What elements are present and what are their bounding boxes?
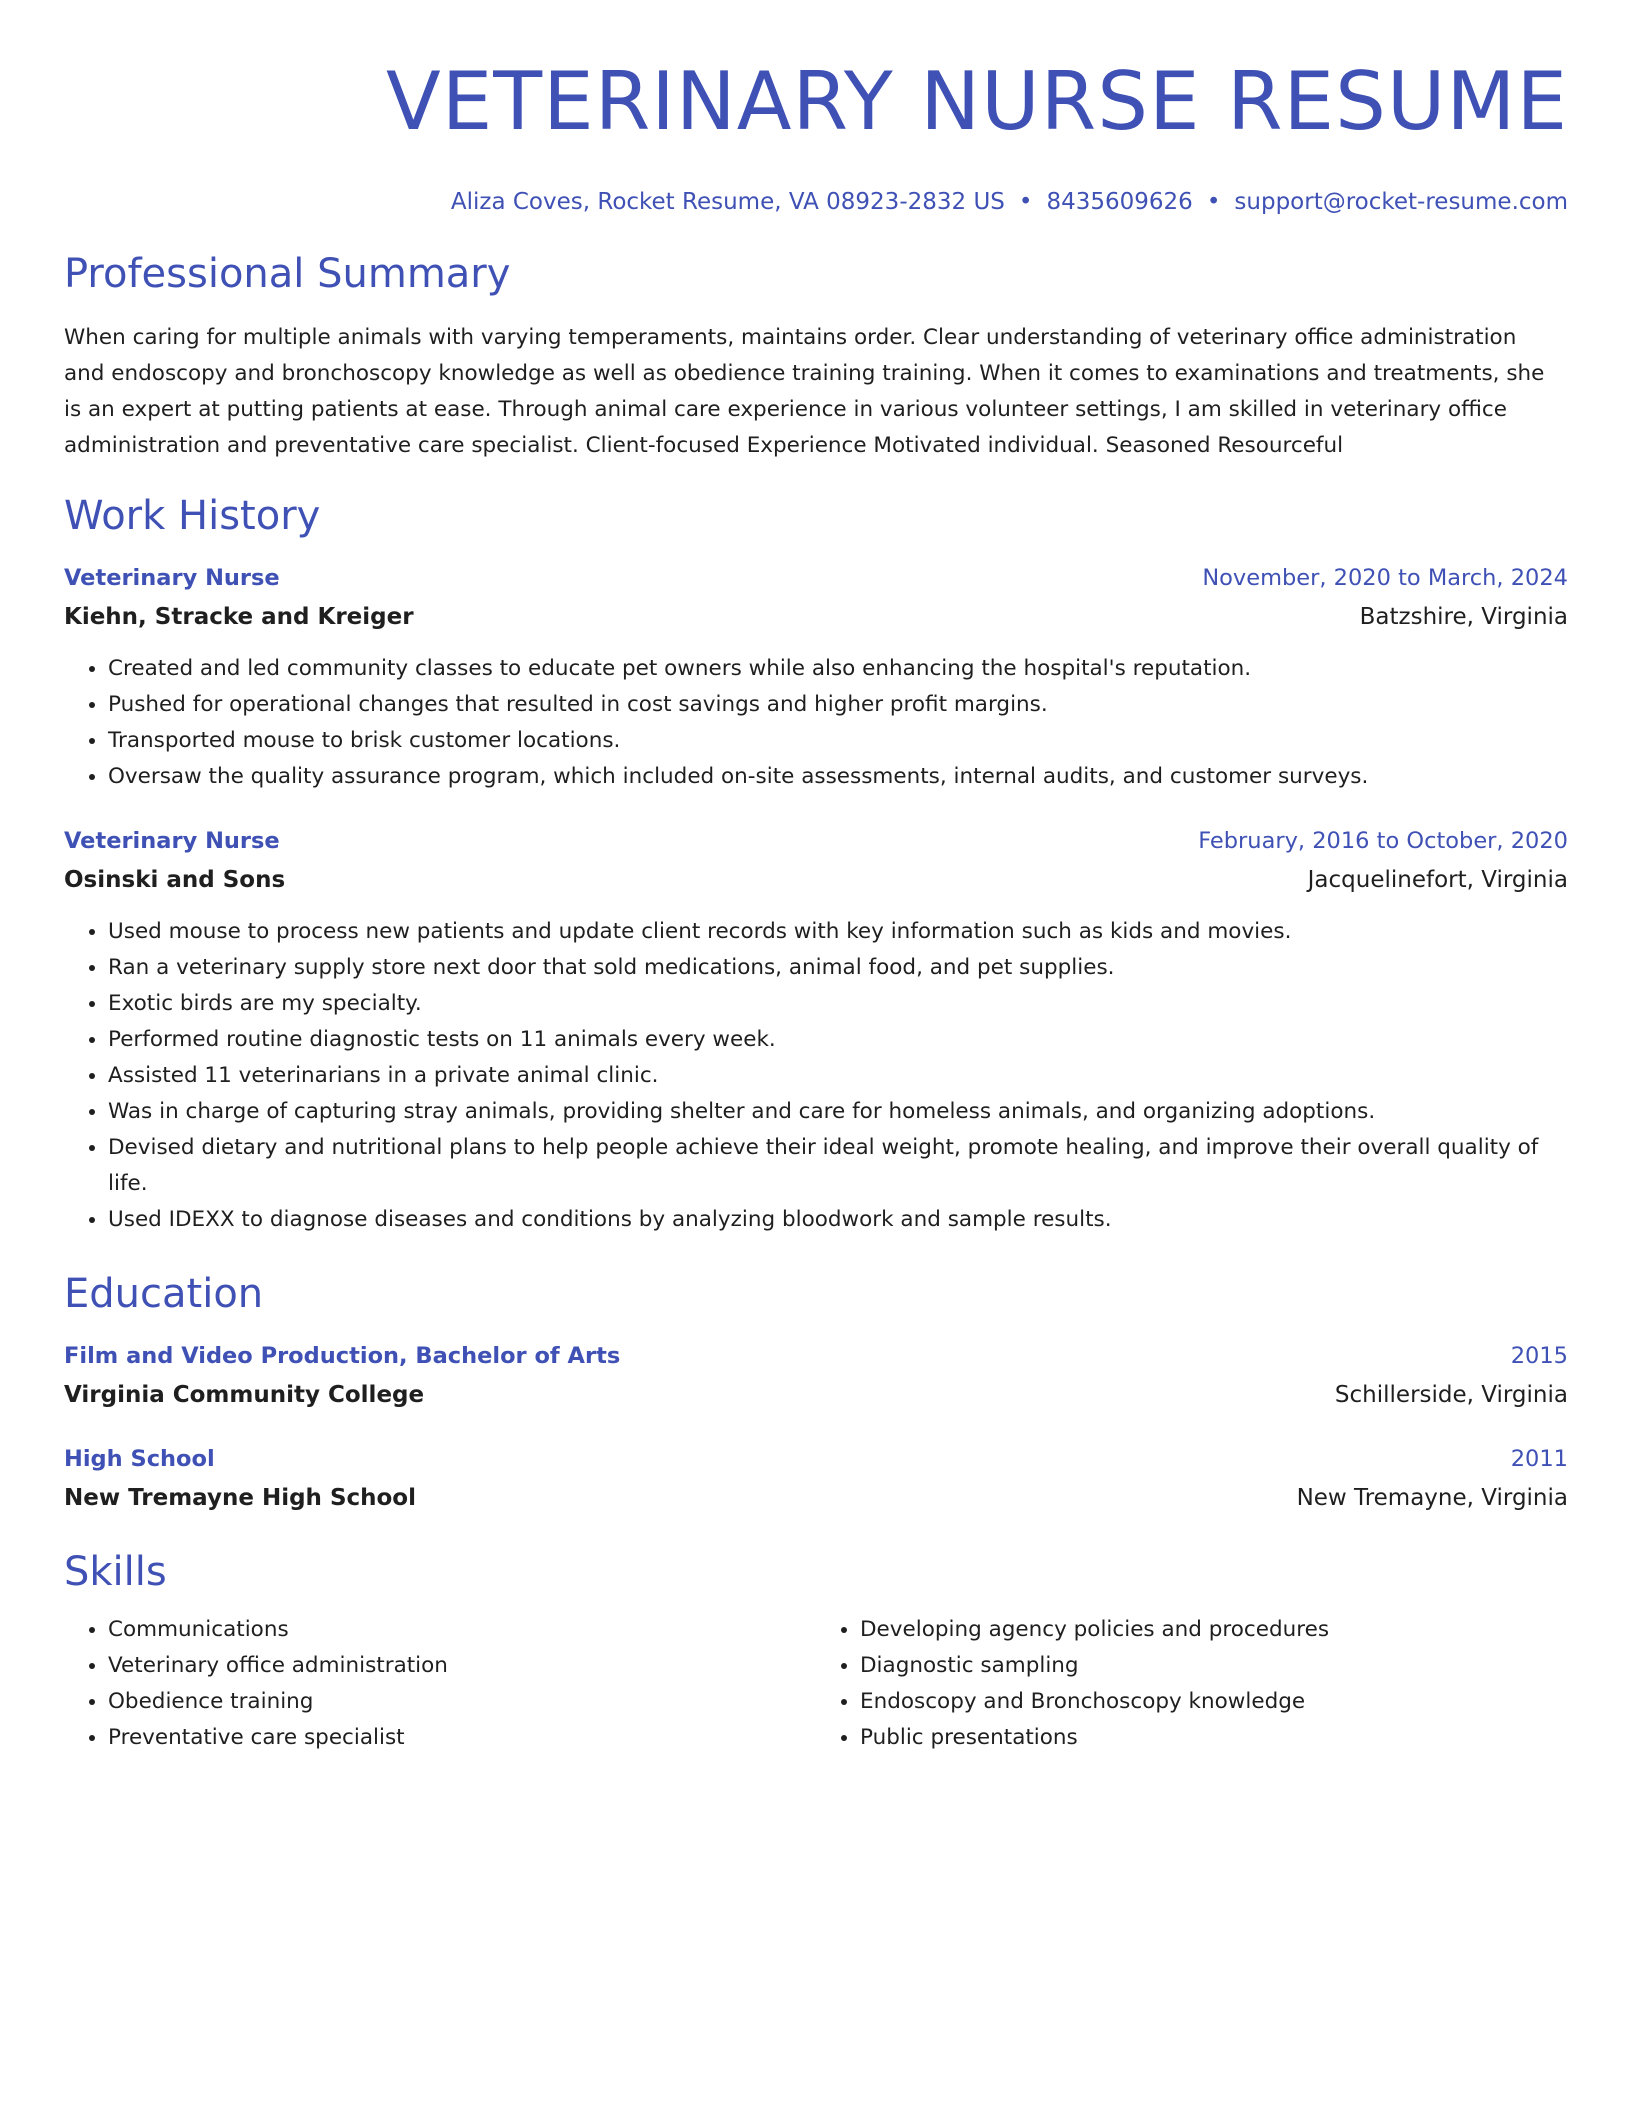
- resume-title: VETERINARY NURSE RESUME: [386, 55, 1568, 148]
- skill-item: • Endoscopy and Bronchoscopy knowledge: [860, 1684, 1568, 1720]
- education-school-row: [64, 1379, 1568, 1411]
- job-bullet: • Exotic birds are my specialty.: [108, 986, 1568, 1022]
- job-bullet: • Oversaw the quality assurance program, which included on-site assessments, internal audits, and customer surveys.: [108, 759, 1568, 795]
- skill-item: • Preventative care specialist: [108, 1720, 816, 1756]
- skill-item: • Veterinary office administration: [108, 1648, 816, 1684]
- education-year: 2015: [1510, 1343, 1568, 1369]
- education-year: 2011: [1510, 1446, 1568, 1472]
- education-entry: [64, 1443, 1568, 1514]
- job-bullet: • Was in charge of capturing stray animals, providing shelter and care for homeless animals, and organizing adoptions.: [108, 1094, 1568, 1130]
- job-bullet: • Created and led community classes to educate pet owners while also enhancing the hospital's reputation.: [108, 651, 1568, 687]
- job-bullet: • Transported mouse to brisk customer locations.: [108, 723, 1568, 759]
- job-bullets: [64, 914, 1568, 1238]
- education-location: New Tremayne, Virginia: [1296, 1485, 1568, 1511]
- skill-item: • Developing agency policies and procedures: [860, 1612, 1568, 1648]
- work-history-heading: Work History: [64, 493, 321, 539]
- job-company: Kiehn, Stracke and Kreiger: [64, 604, 414, 630]
- skill-item: • Communications: [108, 1612, 816, 1648]
- job-role: Veterinary Nurse: [64, 828, 280, 854]
- job-bullet: • Used mouse to process new patients and update client records with key information such as kids and movies.: [108, 914, 1568, 950]
- skills-column-left: [64, 1612, 816, 1756]
- job-dates: February, 2016 to October, 2020: [1198, 828, 1568, 854]
- contact-address: Aliza Coves, Rocket Resume, VA 08923-2832 US: [450, 189, 1005, 215]
- contact-email[interactable]: support@rocket-resume.com: [1234, 189, 1568, 215]
- job-company: Osinski and Sons: [64, 867, 286, 893]
- job-company-row: [64, 864, 1568, 896]
- job-bullet: • Devised dietary and nutritional plans to help people achieve their ideal weight, promote healing, and improve their overall quality of life.: [108, 1130, 1568, 1202]
- job-bullet: • Used IDEXX to diagnose diseases and conditions by analyzing bloodwork and sample results.: [108, 1202, 1568, 1238]
- contact-separator: •: [1206, 189, 1221, 215]
- contact-phone[interactable]: 8435609626: [1046, 189, 1193, 215]
- education-school: Virginia Community College: [64, 1382, 425, 1408]
- contact-separator: •: [1018, 189, 1033, 215]
- education-header-row: [64, 1443, 1568, 1475]
- job-role: Veterinary Nurse: [64, 565, 280, 591]
- education-school-row: [64, 1482, 1568, 1514]
- job-company-row: [64, 601, 1568, 633]
- skill-item: • Diagnostic sampling: [860, 1648, 1568, 1684]
- skills-list: [64, 1612, 1568, 1756]
- summary-text: When caring for multiple animals with varying temperaments, maintains order. Clear understanding of veterinary office administration and endoscopy and bronchoscopy knowledge as well as obedience training training. When it comes to examinations and treatments, she is an expert at putting patients at ease. Through animal care experience in various volunteer settings, I am skilled in veterinary office administration and preventative care specialist. Client-focused Experience Motivated individual. Seasoned Resourceful: [64, 325, 1545, 458]
- job-bullets: [64, 651, 1568, 795]
- education-header-row: [64, 1340, 1568, 1372]
- summary-heading: Professional Summary: [64, 251, 511, 297]
- skills-heading: Skills: [64, 1549, 167, 1595]
- job-header-row: [64, 562, 1568, 594]
- job-location: Jacquelinefort, Virginia: [1307, 867, 1568, 893]
- education-heading: Education: [64, 1271, 264, 1317]
- job-bullet: • Assisted 11 veterinarians in a private animal clinic.: [108, 1058, 1568, 1094]
- job-location: Batzshire, Virginia: [1359, 604, 1568, 630]
- job-entry: [64, 825, 1568, 1238]
- job-bullet: • Pushed for operational changes that resulted in cost savings and higher profit margins.: [108, 687, 1568, 723]
- skill-item: • Obedience training: [108, 1684, 816, 1720]
- job-bullet: • Ran a veterinary supply store next door that sold medications, animal food, and pet supplies.: [108, 950, 1568, 986]
- skills-column-right: [816, 1612, 1568, 1756]
- job-dates: November, 2020 to March, 2024: [1202, 565, 1568, 591]
- education-degree: High School: [64, 1446, 215, 1472]
- education-entry: [64, 1340, 1568, 1411]
- education-location: Schillerside, Virginia: [1334, 1382, 1568, 1408]
- skill-item: • Public presentations: [860, 1720, 1568, 1756]
- education-degree: Film and Video Production, Bachelor of Arts: [64, 1343, 621, 1369]
- contact-line: [64, 186, 1568, 218]
- education-school: New Tremayne High School: [64, 1485, 416, 1511]
- job-entry: [64, 562, 1568, 795]
- job-bullet: • Performed routine diagnostic tests on 11 animals every week.: [108, 1022, 1568, 1058]
- job-header-row: [64, 825, 1568, 857]
